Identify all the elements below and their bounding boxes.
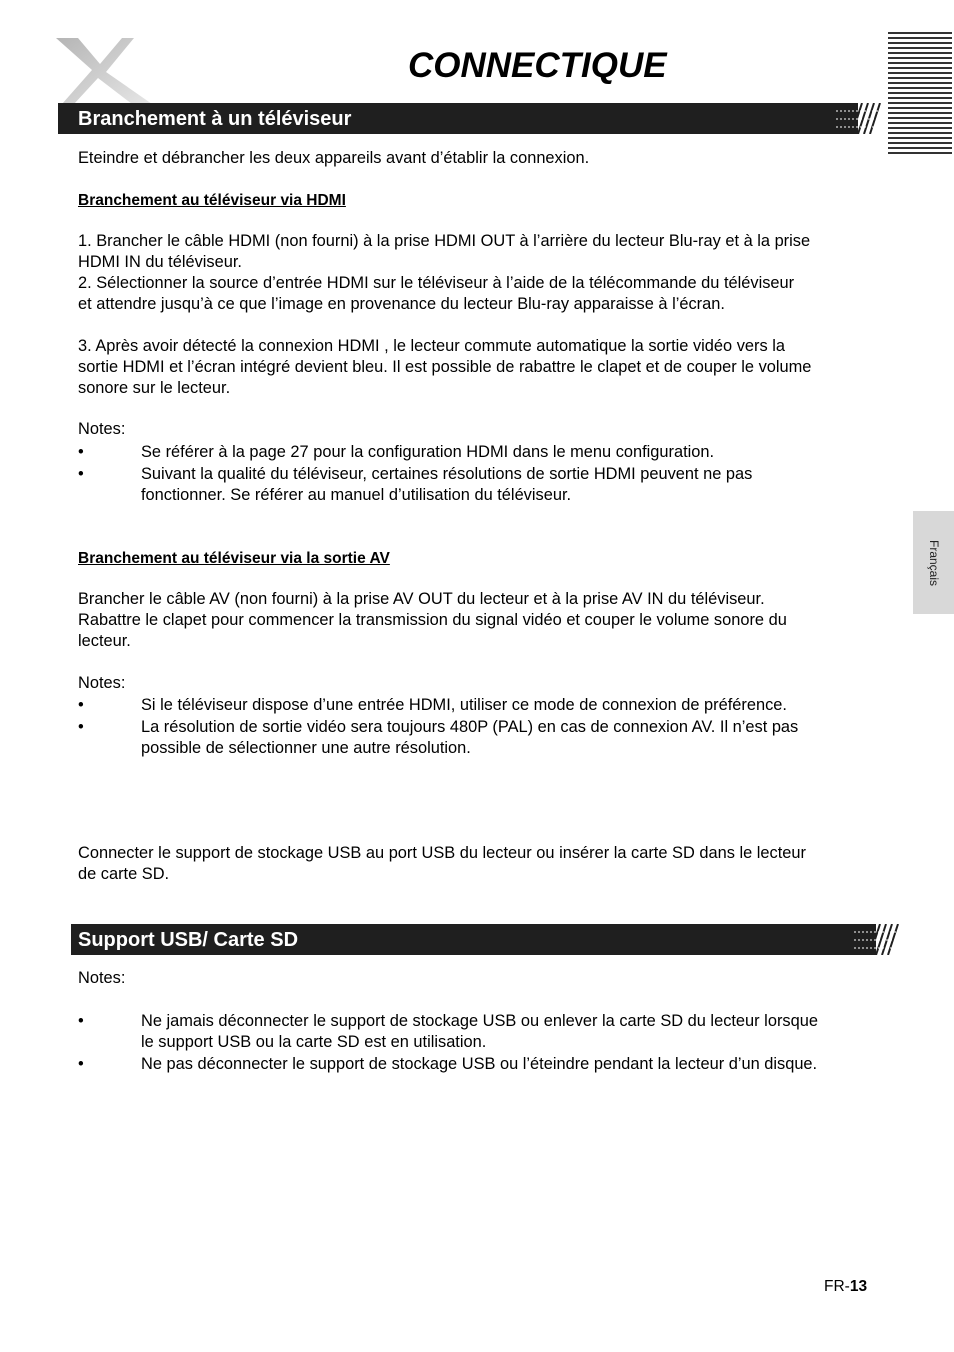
hdmi-step3-line2: sortie HDMI et l’écran intégré devient bleu. Il est possible de rabattre le clapet et de couper le volume <box>78 358 812 376</box>
section-heading-tv <box>58 103 858 134</box>
av-note-2 <box>78 717 908 759</box>
hdmi-steps-1-2 <box>78 231 898 315</box>
hdmi-step1-line1: 1. Brancher le câble HDMI (non fourni) à la prise HDMI OUT à l’arrière du lecteur Blu-ray et à la prise <box>78 232 811 250</box>
av-instructions <box>78 589 898 652</box>
bullet-icon: • <box>78 696 84 714</box>
bullet-icon: • <box>78 1055 84 1073</box>
usb-line1: Connecter le support de stockage USB au port USB du lecteur ou insérer la carte SD dans le lecteur <box>78 844 806 862</box>
usb-note-2-text: Ne pas déconnecter le support de stockage USB ou l’éteindre pendant la lecteur d’un disque. <box>141 1055 818 1073</box>
hdmi-note-1-text: Se référer à la page 27 pour la configuration HDMI dans le menu configuration. <box>141 443 715 461</box>
hdmi-note-2-line2: fonctionner. Se référer au manuel d’utilisation du téléviseur. <box>141 486 572 504</box>
intro-text: Eteindre et débrancher les deux appareils avant d’établir la connexion. <box>78 149 590 167</box>
usb-note-1-line2: le support USB ou la carte SD est en utilisation. <box>141 1033 487 1051</box>
language-tab-label: Français <box>926 539 941 586</box>
av-note-1 <box>78 695 908 716</box>
hdmi-note-2 <box>78 464 908 506</box>
usb-notes-label: Notes: <box>78 969 126 987</box>
av-notes-label: Notes: <box>78 674 126 692</box>
usb-note-2 <box>78 1054 908 1075</box>
language-tab <box>913 511 954 614</box>
usb-instructions <box>78 843 898 885</box>
hdmi-note-2-line1: Suivant la qualité du téléviseur, certaines résolutions de sortie HDMI peuvent ne pas <box>141 465 753 483</box>
bullet-icon: • <box>78 465 84 483</box>
hdmi-step1-line2: HDMI IN du téléviseur. <box>78 253 242 271</box>
av-note-1-text: Si le téléviseur dispose d’une entrée HDMI, utiliser ce mode de connexion de préférence. <box>141 696 787 714</box>
av-note-2-line2: possible de sélectionner une autre résolution. <box>141 739 471 757</box>
section-heading-usb <box>71 924 876 955</box>
av-subheading: Branchement au téléviseur via la sortie AV <box>78 550 390 567</box>
usb-note-1 <box>78 1011 908 1053</box>
x-brand-logo-icon <box>52 34 156 106</box>
page-number-value: 13 <box>849 1278 868 1295</box>
hdmi-note-1 <box>78 442 908 463</box>
av-line3: lecteur. <box>78 632 131 650</box>
decorative-stripes <box>888 32 952 157</box>
hdmi-step3-line1: 3. Après avoir détecté la connexion HDMI , le lecteur commute automatique la sortie vidéo vers la <box>78 337 785 355</box>
section-heading-usb-text: Support USB/ Carte SD <box>78 929 299 951</box>
bullet-icon: • <box>78 443 84 461</box>
hdmi-subheading: Branchement au téléviseur via HDMI <box>78 192 346 209</box>
usb-note-1-line1: Ne jamais déconnecter le support de stockage USB ou enlever la carte SD du lecteur lorsque <box>141 1012 818 1030</box>
hatch-pattern-icon <box>854 924 902 955</box>
hdmi-step2-line2: et attendre jusqu’à ce que l’image en provenance du lecteur Blu-ray apparaisse à l’écran. <box>78 295 725 313</box>
av-line1: Brancher le câble AV (non fourni) à la prise AV OUT du lecteur et à la prise AV IN du téléviseur. <box>78 590 765 608</box>
hatch-pattern-icon <box>836 103 884 134</box>
bullet-icon: • <box>78 718 84 736</box>
hdmi-notes-label: Notes: <box>78 420 126 438</box>
hdmi-step2-line1: 2. Sélectionner la source d’entrée HDMI sur le téléviseur à l’aide de la télécommande du téléviseur <box>78 274 795 292</box>
usb-line2: de carte SD. <box>78 865 170 883</box>
bullet-icon: • <box>78 1012 84 1030</box>
page-number-prefix: FR- <box>824 1278 850 1295</box>
page-title: CONNECTIQUE <box>408 46 667 85</box>
section-heading-tv-text: Branchement à un téléviseur <box>78 108 352 130</box>
hdmi-step3-line3: sonore sur le lecteur. <box>78 379 231 397</box>
hdmi-step-3 <box>78 336 898 399</box>
av-line2: Rabattre le clapet pour commencer la transmission du signal vidéo et couper le volume sonore du <box>78 611 787 629</box>
av-note-2-line1: La résolution de sortie vidéo sera toujours 480P (PAL) en cas de connexion AV. Il n’est pas <box>141 718 799 736</box>
page-title-wrap <box>408 44 667 88</box>
page-number <box>824 1278 867 1296</box>
